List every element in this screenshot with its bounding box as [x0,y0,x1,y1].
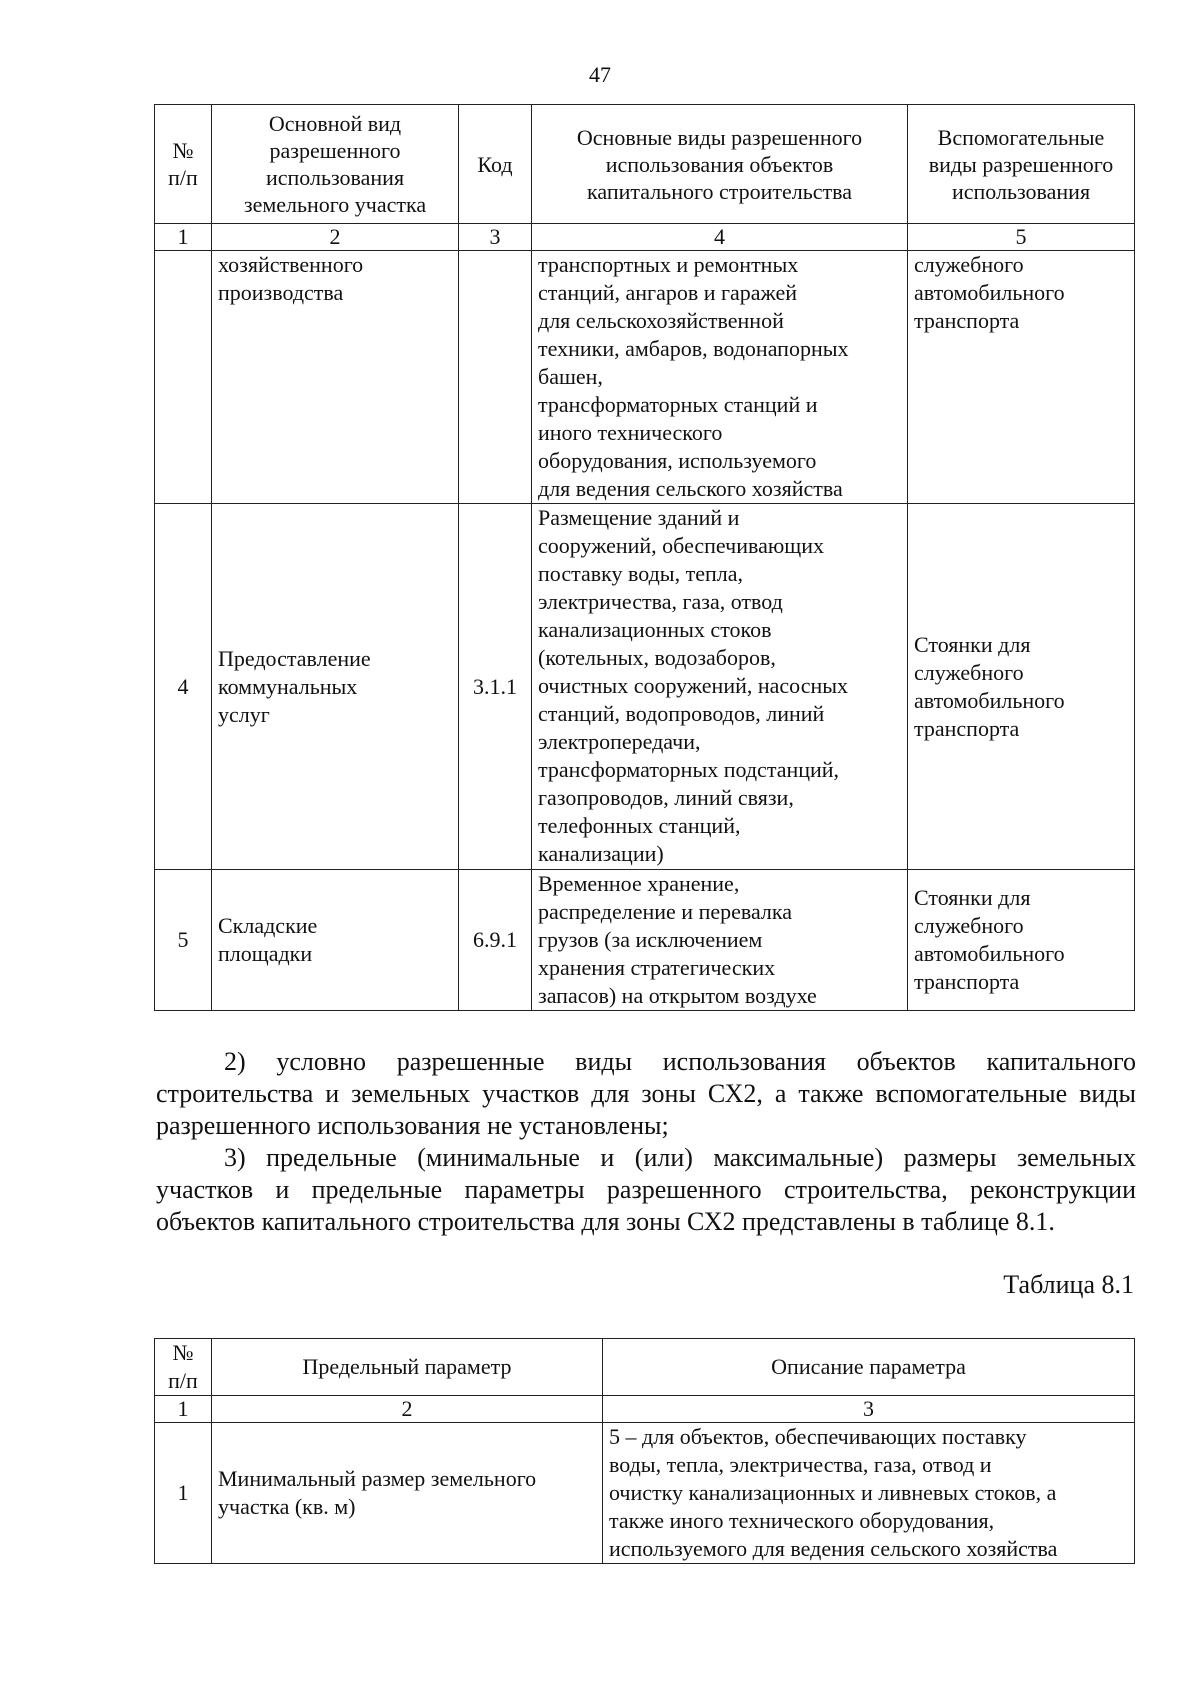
column-number-row [155,224,1135,251]
row-main-use: Предоставление коммунальных услуг [212,504,459,870]
limit-parameters-table [154,1338,1135,1564]
row-auxiliary: служебного автомобильного транспорта [908,251,1135,504]
row-no: 4 [155,504,212,870]
header-main-use: Основной вид разрешенного использования земельного участка [212,105,459,224]
table-row [155,1423,1135,1564]
permitted-use-table [154,104,1135,1011]
table-header-row [155,105,1135,224]
row-code [459,251,532,504]
column-number-row [155,1396,1135,1423]
row-no: 1 [155,1423,212,1564]
row-desc: 5 – для объектов, обеспечивающих поставку воды, тепла, электричества, газа, отвод и очистку канализационных и ливневых стоков, а также иного технического оборудования, используемого для ведения сельского хозяйства [603,1423,1135,1564]
row-no: 5 [155,870,212,1011]
column-number: 5 [908,224,1135,251]
table-row [155,504,1135,870]
row-main-capital: Временное хранение, распределение и перевалка грузов (за исключением хранения стратегических запасов) на открытом воздухе [532,870,908,1011]
column-number: 3 [603,1396,1135,1423]
row-auxiliary: Стоянки для служебного автомобильного транспорта [908,870,1135,1011]
header-auxiliary: Вспомогательные виды разрешенного использования [908,105,1135,224]
header-main-capital: Основные виды разрешенного использования объектов капитального строительства [532,105,908,224]
row-main-capital: Размещение зданий и сооружений, обеспечивающих поставку воды, тепла, электричества, газа, отвод канализационных стоков (котельных, водозаборов, очистных сооружений, насосных станций, водопроводов, линий электропередачи, трансформаторных подстанций, газопроводов, линий связи, телефонных станций, канализации) [532,504,908,870]
row-no [155,251,212,504]
row-param: Минимальный размер земельного участка (кв. м) [212,1423,603,1564]
column-number: 1 [155,224,212,251]
header-desc: Описание параметра [603,1339,1135,1396]
row-main-use: хозяйственного производства [212,251,459,504]
table-row [155,251,1135,504]
header-no: № п/п [155,1339,212,1396]
table-row [155,870,1135,1011]
header-code: Код [459,105,532,224]
column-number: 3 [459,224,532,251]
column-number: 1 [155,1396,212,1423]
row-auxiliary: Стоянки для служебного автомобильного транспорта [908,504,1135,870]
column-number: 2 [212,1396,603,1423]
row-main-capital: транспортных и ремонтных станций, ангаров и гаражей для сельскохозяйственной техники, амбаров, водонапорных башен, трансформаторных станций и иного технического оборудования, используемого для ведения сельского хозяйства [532,251,908,504]
header-no: № п/п [155,105,212,224]
table-header-row [155,1339,1135,1396]
table-caption: Таблица 8.1 [1003,1270,1134,1299]
row-main-use: Складские площадки [212,870,459,1011]
column-number: 2 [212,224,459,251]
header-param: Предельный параметр [212,1339,603,1396]
row-code: 3.1.1 [459,504,532,870]
row-code: 6.9.1 [459,870,532,1011]
paragraph-limit-parameters: 3) предельные (минимальные и (или) максимальные) размеры земельных участков и предельные параметры разрешенного строительства, реконструкции объектов капитального строительства для зоны СХ2 представлены в таблице 8.1. [156,1143,1136,1236]
column-number: 4 [532,224,908,251]
paragraph-conditional-use: 2) условно разрешенные виды использования объектов капитального строительства и земельных участков для зоны СХ2, а также вспомогательные виды разрешенного использования не установлены; [156,1047,1136,1140]
page-number: 47 [589,62,611,87]
